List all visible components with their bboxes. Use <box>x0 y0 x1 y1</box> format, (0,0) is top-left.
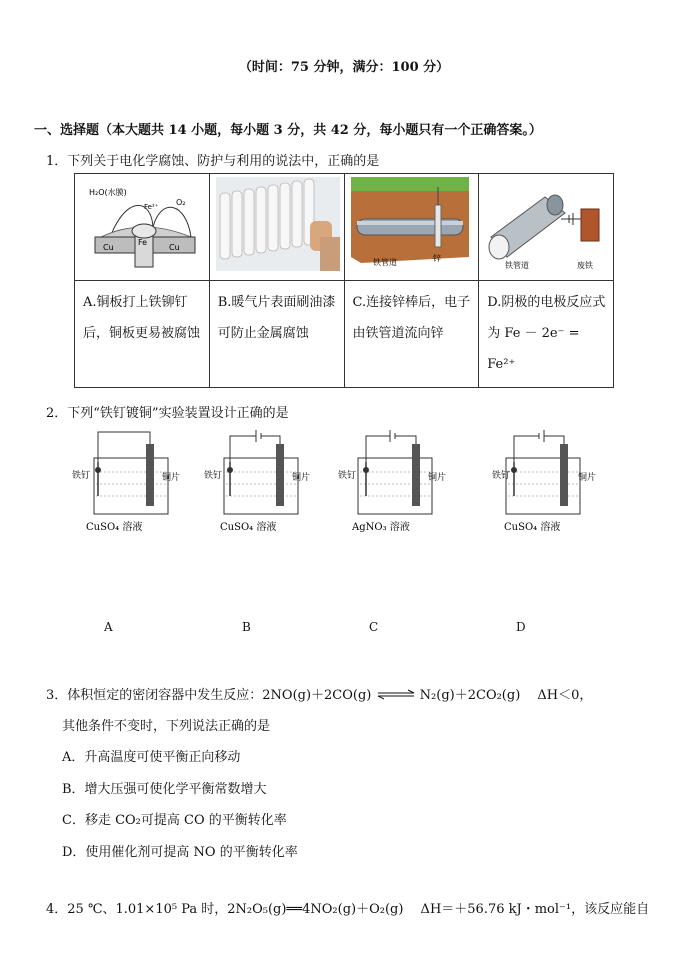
question-3-stem-products: N₂(g)＋2CO₂(g) ΔH＜0， <box>419 688 593 703</box>
solution-label-d: CuSO₄ 溶液 <box>504 522 561 533</box>
solution-label-b: CuSO₄ 溶液 <box>220 522 277 533</box>
question-4-stem: 4．25 ℃、1.01×10⁵ Pa 时，2N₂O₅(g)══4NO₂(g)＋O₂(g) ΔH＝＋56.76 kJ・mol⁻¹，该反应能自 <box>46 902 650 917</box>
option-3c: C．移走 CO₂可提高 CO 的平衡转化率 <box>62 813 287 828</box>
question-3-stem-reactants: 3．体积恒定的密闭容器中发生反应：2NO(g)＋2CO(g) <box>46 688 372 703</box>
image-cell-b <box>209 174 344 281</box>
apparatus-letter-a: A <box>104 620 113 634</box>
nail-label-b: 铁钉 <box>204 471 223 481</box>
exam-header: （时间：75 分钟，满分：100 分） <box>238 60 450 75</box>
apparatus-d <box>478 426 596 536</box>
pipe-label-d: 铁管道 <box>505 261 530 270</box>
image-cell-d <box>479 174 614 281</box>
apparatus-b <box>200 426 310 536</box>
apparatus-letter-b: B <box>242 620 251 634</box>
nail-label-a: 铁钉 <box>72 471 91 481</box>
copper-label-b: 铜片 <box>292 473 311 483</box>
apparatus-c <box>334 426 447 536</box>
question-2-stem: 2．下列“铁钉镀铜”实验装置设计正确的是 <box>46 406 289 421</box>
apparatus-a <box>66 426 181 536</box>
option-1c: C.连接锌棒后，电子由铁管道流向锌 <box>344 281 479 388</box>
question-3-stem <box>46 684 592 703</box>
option-1a: A.铜板打上铁铆钉后，铜板更易被腐蚀 <box>75 281 210 388</box>
question-1-stem: 1．下列关于电化学腐蚀、防护与利用的说法中，正确的是 <box>46 154 380 169</box>
copper-label-d: 铜片 <box>578 473 597 483</box>
solution-label-c: AgNO₃ 溶液 <box>352 522 410 533</box>
question-3-stem-line2: 其他条件不变时，下列说法正确的是 <box>62 719 271 734</box>
apparatus-letter-c: C <box>369 620 379 634</box>
scrap-iron-label: 废铁 <box>577 261 594 270</box>
solution-label-a: CuSO₄ 溶液 <box>86 522 143 533</box>
copper-label-c: 铜片 <box>428 473 447 483</box>
question-1-table <box>74 173 614 388</box>
nail-label-d: 铁钉 <box>492 471 511 481</box>
corrosion-diagram <box>81 177 203 271</box>
option-3a: A．升高温度可使平衡正向移动 <box>62 750 241 765</box>
diagram-label-fe: Fe <box>138 238 148 247</box>
diagram-label-o2: O₂ <box>176 198 186 207</box>
pipe-label: 铁管道 <box>372 258 397 267</box>
section-title: 一、选择题（本大题共 14 小题，每小题 3 分，共 42 分，每小题只有一个正确答案。） <box>34 123 542 138</box>
option-1b: B.暖气片表面刷油漆可防止金属腐蚀 <box>209 281 344 388</box>
option-1d: D.阴极的电极反应式为 Fe － 2e⁻ = Fe²⁺ <box>479 281 614 388</box>
diagram-label-cu-left: Cu <box>103 243 114 252</box>
diagram-label-cu-right: Cu <box>169 243 180 252</box>
option-3d: D．使用催化剂可提高 NO 的平衡转化率 <box>62 845 298 860</box>
image-cell-c <box>344 174 479 281</box>
nail-label-c: 铁钉 <box>338 471 357 481</box>
apparatus-letter-d: D <box>516 620 526 634</box>
diagram-label-fe2: Fe²⁺ <box>144 203 159 211</box>
diagram-label-water-film: H₂O(水膜) <box>89 188 127 197</box>
radiator-photo <box>216 177 340 271</box>
equilibrium-arrow-icon <box>376 688 416 703</box>
copper-label-a: 铜片 <box>162 473 181 483</box>
pipe-scrap-iron-diagram <box>485 177 603 271</box>
pipe-zinc-diagram <box>351 177 469 271</box>
option-3b: B．增大压强可使化学平衡常数增大 <box>62 782 267 797</box>
zinc-label: 锌 <box>432 254 441 263</box>
image-cell-a <box>75 174 210 281</box>
